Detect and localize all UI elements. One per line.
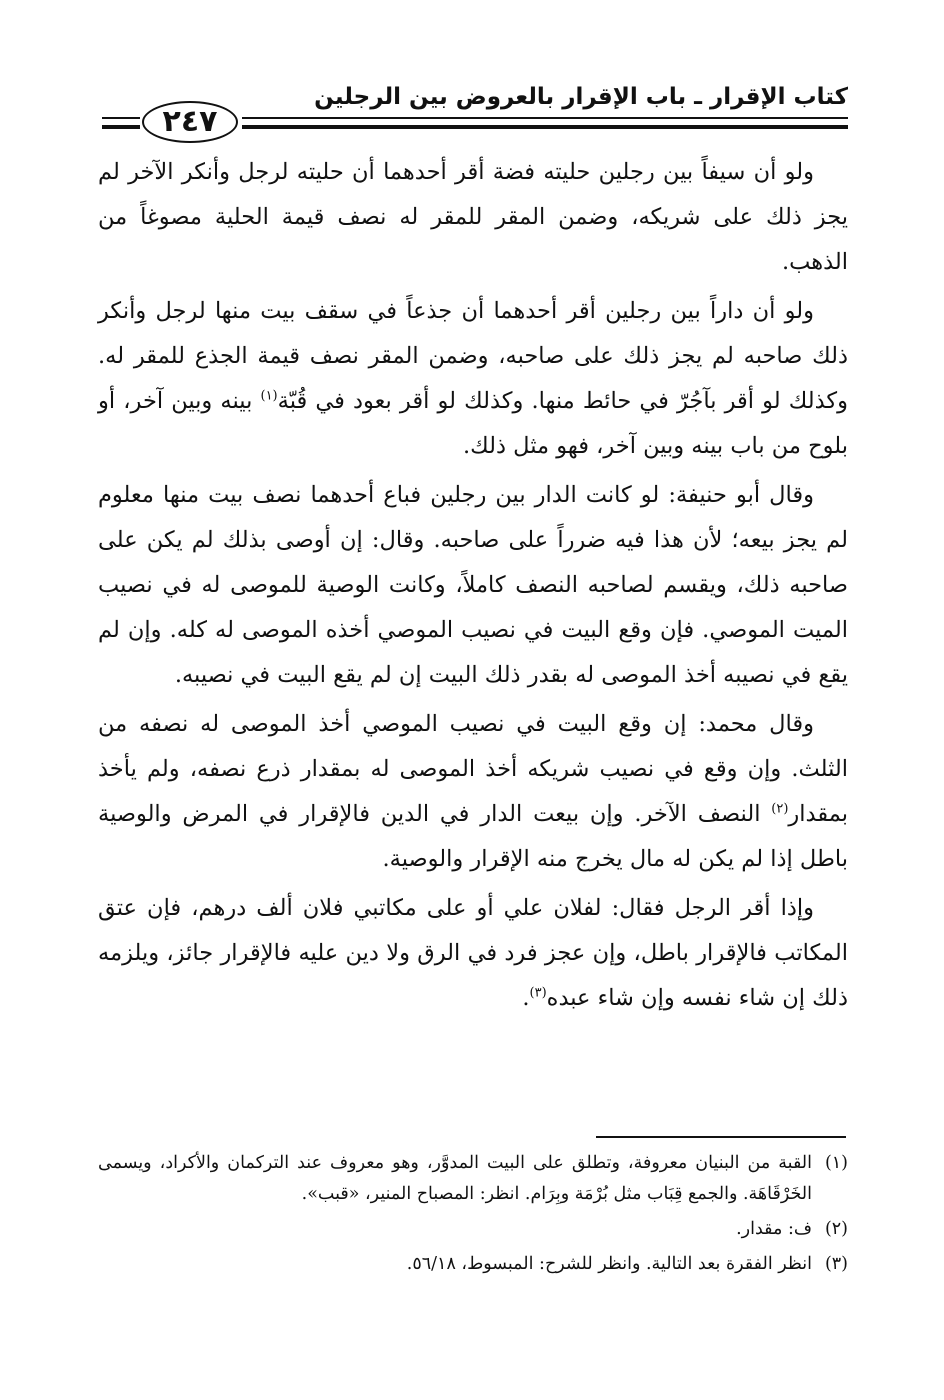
footnote-text: ف: مقدار. — [736, 1219, 812, 1239]
footnote-ref: (٢) — [771, 801, 789, 817]
footnote-number: (٣) — [824, 1254, 848, 1274]
page-number: ٢٤٧ — [142, 101, 238, 143]
footnote — [98, 1148, 848, 1210]
running-title: كتاب الإقرار ـ باب الإقرار بالعروض بين الرجلين — [314, 84, 848, 110]
footnote-separator — [596, 1136, 846, 1138]
paragraph: ولو أن داراً بين رجلين أقر أحدهما أن جذعاً في سقف بيت منها لرجل وأنكر ذلك صاحبه لم يجز ذلك على صاحبه، وضمن المقر نصف قيمة الجذع للمقر له. وكذلك لو أقر بآجُرّ في حائط منها. وكذلك لو أقر بعود في قُبّة$^{(١)}$ بينه وبين آخر، أو بلوح من باب بينه وبين آخر، فهو مثل ذلك. — [98, 298, 848, 459]
footnote-ref: (١) — [260, 388, 278, 404]
footnote-text: القبة من البنيان معروفة، وتطلق على البيت المدوَّر، وهو معروف عند التركمان والأكراد، ويسمى الخَرْقَاهَة. والجمع قِبَاب مثل بُرْمَة وبِرَام. انظر: المصباح المنير، «قبب». — [98, 1153, 812, 1204]
footnote-ref: (٣) — [529, 985, 547, 1001]
footnote — [98, 1214, 848, 1245]
footnote-text: انظر الفقرة بعد التالية. وانظر للشرح: المبسوط، ٥٦/١٨. — [406, 1254, 812, 1274]
paragraph: ولو أن سيفاً بين رجلين حليته فضة أقر أحدهما أن حليته لرجل وأنكر الآخر لم يجز ذلك على شريكه، وضمن المقر للمقر له نصف قيمة الحلية مصوغاً من الذهب. — [98, 159, 848, 275]
footnote-number: (٢) — [824, 1219, 848, 1239]
main-text — [98, 150, 848, 1025]
paragraph: وقال أبو حنيفة: لو كانت الدار بين رجلين فباع أحدهما نصف بيت منها معلوم لم يجز بيعه؛ لأن هذا فيه ضرراً على صاحبه. وقال: إن أوصى بذلك لم يكن على صاحبه ذلك، ويقسم لصاحبه النصف كاملاً، وكانت الوصية للموصى له في نصيب الميت الموصي. فإن وقع البيت في نصيب الموصي أخذه الموصى له كله. وإن لم يقع في نصيبه أخذ الموصى له بقدر ذلك البيت إن لم يقع البيت في نصيبه. — [98, 482, 848, 688]
footnotes — [98, 1148, 848, 1284]
footnote-number: (١) — [824, 1153, 848, 1173]
paragraph: وإذا أقر الرجل فقال: لفلان علي أو على مكاتبي فلان ألف درهم، فإن عتق المكاتب فالإقرار باطل، وإن عجز فرد في الرق ولا دين عليه فالإقرار جائز، ويلزمه ذلك إن شاء نفسه وإن شاء عبده$^{(٣)}$. — [98, 895, 848, 1011]
paragraph: وقال محمد: إن وقع البيت في نصيب الموصي أخذ الموصى له نصفه من الثلث. وإن وقع في نصيب شريكه أخذ الموصى له بمقدار ذرع نصفه، ولم يأخذ بمقدار$^{(٢)}$ النصف الآخر. وإن بيعت الدار في الدين فالإقرار في المرض والوصية باطل إذا لم يكن له مال يخرج منه الإقرار والوصية. — [98, 711, 848, 872]
footnote — [98, 1249, 848, 1280]
